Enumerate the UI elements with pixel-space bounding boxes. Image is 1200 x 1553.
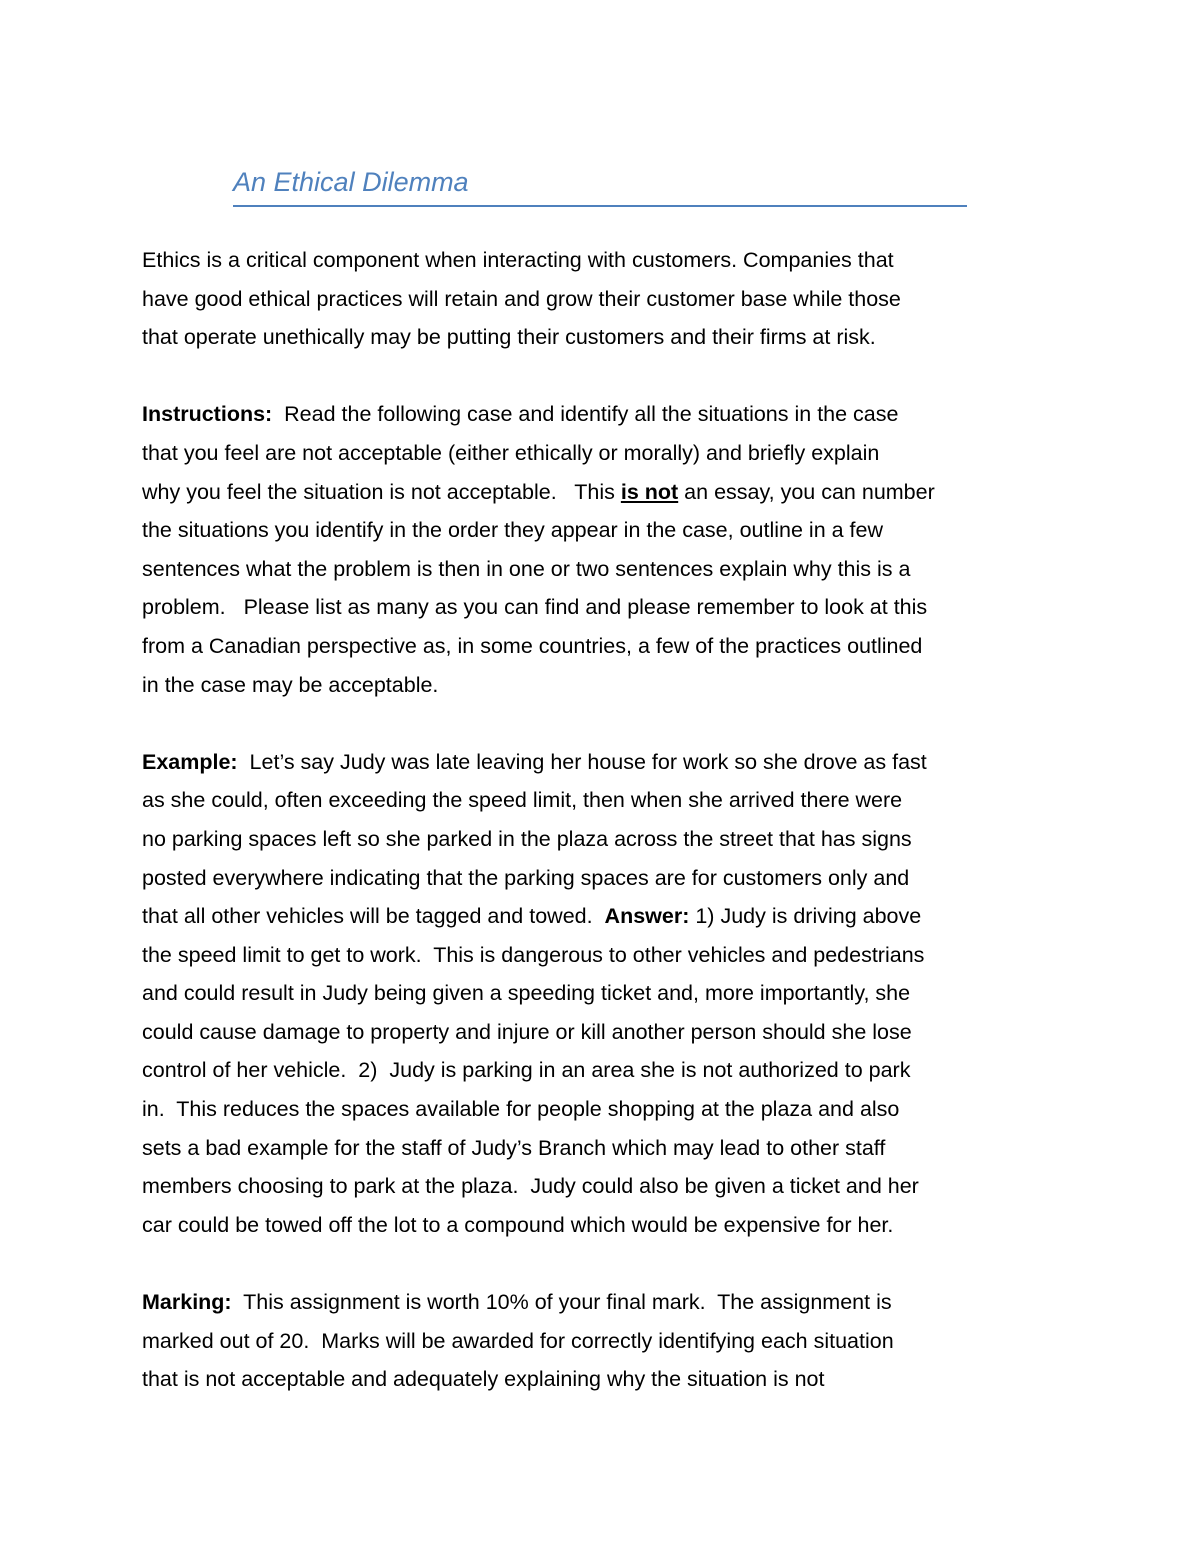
answer-label: Answer: <box>604 904 690 929</box>
example-line: control of her vehicle. 2) Judy is parking in an area she is not authorized to park <box>142 1058 911 1083</box>
example-line: members choosing to park at the plaza. Judy could also be given a ticket and her <box>142 1174 919 1199</box>
intro-line: have good ethical practices will retain and grow their customer base while those <box>142 286 901 311</box>
instructions-line: sentences what the problem is then in one or two sentences explain why this is a <box>142 556 911 581</box>
example-line: sets a bad example for the staff of Judy’s Branch which may lead to other staff <box>142 1135 886 1160</box>
marking-line <box>142 1283 1067 1322</box>
example-line: no parking spaces left so she parked in the plaza across the street that has signs <box>142 826 912 851</box>
marking-line: that is not acceptable and adequately explaining why the situation is not <box>142 1367 825 1392</box>
instructions-paragraph <box>142 395 1067 704</box>
document-body <box>142 241 1067 1437</box>
document-title: An Ethical Dilemma <box>233 167 469 197</box>
example-line: as she could, often exceeding the speed limit, then when she arrived there were <box>142 788 903 813</box>
example-line: posted everywhere indicating that the parking spaces are for customers only and <box>142 865 910 890</box>
instructions-line <box>142 395 1067 434</box>
instructions-text: Read the following case and identify all the situations in the case <box>272 402 899 427</box>
instructions-line: in the case may be acceptable. <box>142 672 439 697</box>
instructions-line: from a Canadian perspective as, in some countries, a few of the practices outlined <box>142 633 923 658</box>
example-text: that all other vehicles will be tagged and towed. <box>142 904 605 929</box>
example-line: could cause damage to property and injure or kill another person should she lose <box>142 1019 912 1044</box>
example-line: the speed limit to get to work. This is dangerous to other vehicles and pedestrians <box>142 942 925 967</box>
instructions-label: Instructions: <box>142 402 273 427</box>
example-text: Let’s say Judy was late leaving her house for work so she drove as fast <box>237 749 927 774</box>
instructions-text: why you feel the situation is not acceptable. This <box>142 479 621 504</box>
example-line: in. This reduces the spaces available for people shopping at the plaza and also <box>142 1097 900 1122</box>
example-label: Example: <box>142 749 238 774</box>
instructions-line: the situations you identify in the order they appear in the case, outline in a few <box>142 518 884 543</box>
instructions-text: an essay, you can number <box>678 479 935 504</box>
example-line <box>142 743 1067 782</box>
marking-line: marked out of 20. Marks will be awarded for correctly identifying each situation <box>142 1328 894 1353</box>
example-line <box>142 897 1067 936</box>
example-line: and could result in Judy being given a speeding ticket and, more importantly, she <box>142 981 911 1006</box>
instructions-line: problem. Please list as many as you can find and please remember to look at this <box>142 595 928 620</box>
marking-paragraph <box>142 1283 1067 1399</box>
is-not-emphasis: is not <box>620 479 679 504</box>
title-underline-rule <box>233 205 967 207</box>
example-line: car could be towed off the lot to a compound which would be expensive for her. <box>142 1212 894 1237</box>
intro-line: Ethics is a critical component when interacting with customers. Companies that <box>142 248 894 272</box>
instructions-line: that you feel are not acceptable (either ethically or morally) and briefly explain <box>142 440 880 465</box>
example-text: 1) Judy is driving above <box>689 904 922 929</box>
intro-line: that operate unethically may be putting their customers and their firms at risk. <box>142 325 876 350</box>
instructions-line <box>142 473 1067 512</box>
marking-text: This assignment is worth 10% of your final mark. The assignment is <box>231 1290 892 1315</box>
intro-paragraph <box>142 241 1067 357</box>
example-paragraph <box>142 743 1067 1245</box>
marking-label: Marking: <box>142 1290 232 1315</box>
